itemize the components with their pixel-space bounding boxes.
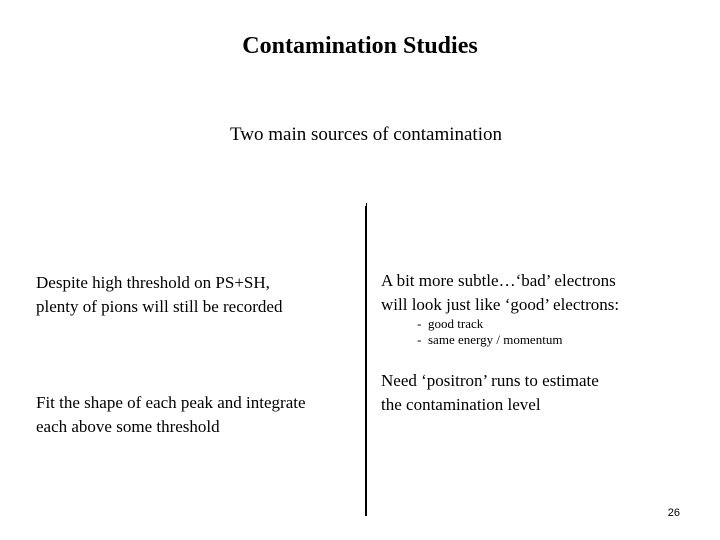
list-item xyxy=(410,332,562,348)
bullet-text: good track xyxy=(428,316,484,331)
page-number: 26 xyxy=(667,507,680,519)
bullet-marker: - xyxy=(417,316,422,331)
slide-subtitle: Two main sources of contamination xyxy=(230,124,502,145)
slide-title: Contamination Studies xyxy=(242,33,478,59)
bullet-marker: - xyxy=(417,332,422,347)
pion-contamination-text: Despite high threshold on PS+SH, plenty of pions will still be recorded xyxy=(36,273,283,316)
bullet-text: same energy / momentum xyxy=(428,332,563,347)
list-item xyxy=(410,316,562,332)
column-divider xyxy=(365,206,367,516)
positron-runs-text: Need ‘positron’ runs to estimate the contamination level xyxy=(381,371,599,414)
fit-peak-text: Fit the shape of each peak and integrate each above some threshold xyxy=(36,393,306,436)
bad-electrons-text: A bit more subtle…‘bad’ electrons will look just like ‘good’ electrons: xyxy=(381,271,620,314)
electron-criteria-list xyxy=(410,316,562,348)
